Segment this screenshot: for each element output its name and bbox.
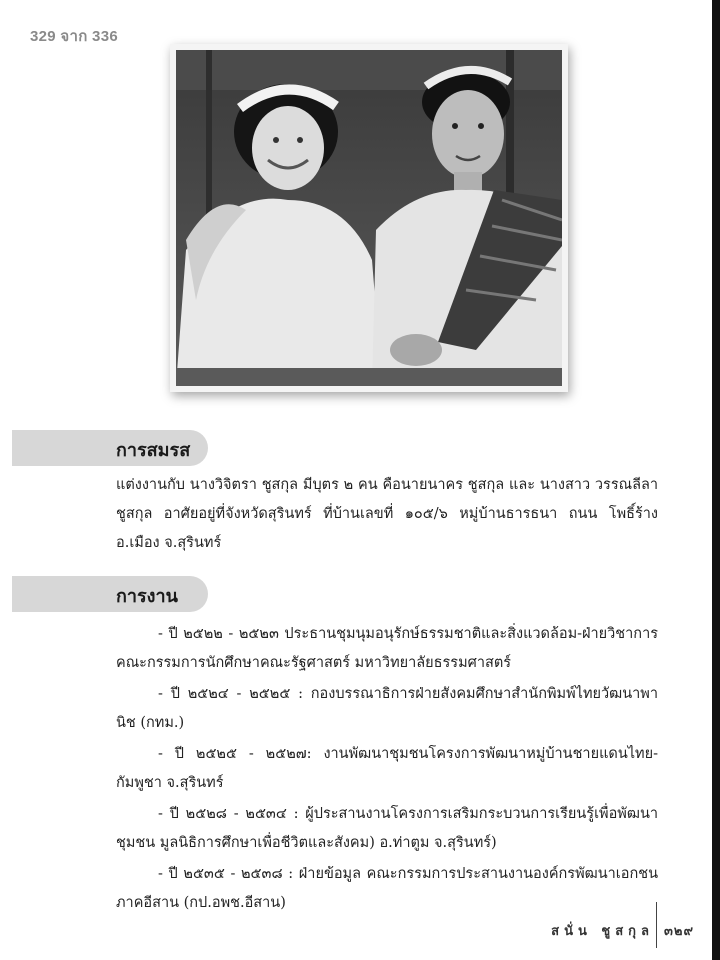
work-item: - ปี ๒๕๒๘ - ๒๕๓๔ : ผู้ประสานงานโครงการเสริมกระบวนการเรียนรู้เพื่อพัฒนา ชุมชน มูลนิธิการศึกษาเพื่อชีวิตและสังคม) อ.ท่าตูม จ.สุรินทร์) (116, 806, 658, 851)
work-item: - ปี ๒๕๒๒ - ๒๕๒๓ ประธานชุมนุมอนุรักษ์ธรรมชาติและสิ่งแวดล้อม-ฝ่ายวิชาการ คณะกรรมการนักศึกษาคณะรัฐศาสตร์ มหาวิทยาลัยธรรมศาสตร์ (116, 626, 658, 671)
section-heading-marriage: การสมรส (116, 440, 191, 461)
work-list (116, 620, 658, 920)
footer-page-number: ๓๒๙ (664, 924, 694, 939)
footer-divider (656, 902, 657, 948)
section-tab-marriage (12, 430, 208, 466)
wedding-photo-icon (176, 50, 562, 386)
photo-frame (170, 44, 568, 392)
page-counter: 329 จาก 336 (30, 28, 118, 45)
marriage-paragraph: แต่งงานกับ นางวิจิตรา ชูสกุล มีบุตร ๒ คน คือนายนาคร ชูสกุล และ นางสาว วรรณลีลา ชูสกุล อาศัยอยู่ที่จังหวัดสุรินทร์ ที่บ้านเลขที่ ๑๐๕/๖ หมู่บ้านธารธนา ถนน โพธิ์ร้าง อ.เมือง จ.สุรินทร์ (116, 477, 658, 551)
viewer-edge (712, 0, 720, 960)
section-heading-work: การงาน (116, 586, 178, 607)
work-item: - ปี ๒๕๓๕ - ๒๕๓๘ : ฝ่ายข้อมูล คณะกรรมการประสานงานองค์กรพัฒนาเอกชน ภาคอีสาน (กป.อพช.อีสาน) (116, 866, 658, 911)
footer-book-name: สนั่น ชูสกุล (551, 924, 654, 939)
work-item: - ปี ๒๕๒๕ - ๒๕๒๗: งานพัฒนาชุมชนโครงการพัฒนาหมู่บ้านชายแดนไทย-กัมพูชา จ.สุรินทร์ (116, 746, 658, 791)
section-tab-work (12, 576, 208, 612)
work-item: - ปี ๒๕๒๔ - ๒๕๒๕ : กองบรรณาธิการฝ่ายสังคมศึกษาสำนักพิมพ์ไทยวัฒนาพานิช (กทม.) (116, 686, 658, 731)
